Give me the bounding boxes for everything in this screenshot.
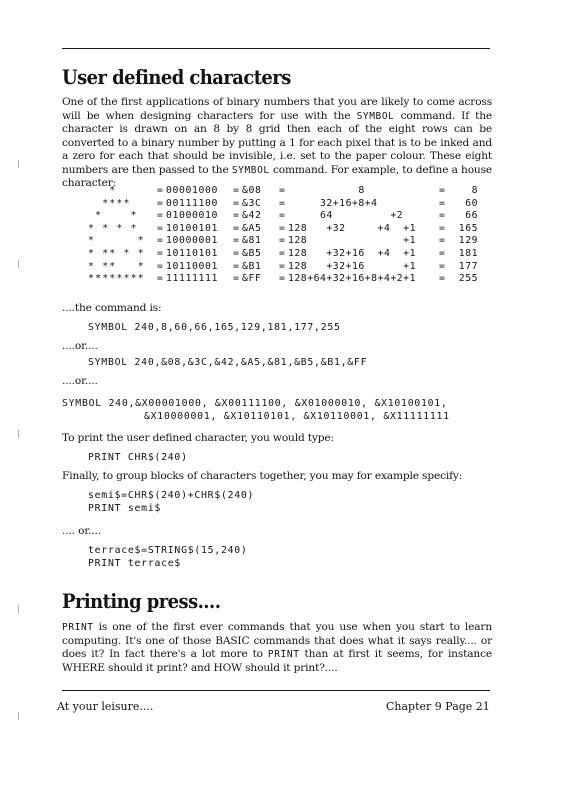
grid-hex-cell: &08 [242, 185, 262, 196]
equals-sign: = [279, 260, 285, 272]
footer-left: At your leisure.... [57, 700, 154, 713]
equals-sign: = [233, 247, 239, 259]
grid-decimal-cell: 177 [458, 260, 478, 272]
intro-text-2: command. If the character is drawn on an 8 by 8 grid then each of the eight rows can be converted to a binary number by putting a 1 for each pixel that is to be inked and a zero for each that should be invisible, i.e. set to the paper colour. These eight numbers are then passed to the [62, 109, 492, 176]
grid-pattern-cell: **** [88, 197, 145, 209]
grid-pattern-cell: * ** * [88, 260, 145, 272]
grid-row [88, 261, 478, 274]
equals-sign: = [279, 273, 285, 285]
grid-binary-cell: 01000010 [166, 210, 218, 222]
grid-hex-cell: &FF [242, 273, 262, 285]
grid-sum-cell: 64 +2 [288, 210, 404, 222]
grid-sum-cell: 128 +32+16 +1 [288, 260, 416, 272]
equals-sign: = [233, 210, 239, 222]
printing-text-1: is one of the first ever commands that you use when you start to learn computing. It's one of those BASIC commands that does what it says really.... or does it? In fact there's a lot more to [62, 621, 492, 660]
grid-row [88, 223, 478, 236]
equals-sign: = [157, 235, 163, 247]
code-symbol-binary-line2: &X10000001, &X10110101, &X10110001, &X11111111 [144, 411, 450, 422]
margin-mark [18, 712, 19, 720]
equals-sign: = [439, 235, 445, 247]
code-symbol-decimal: SYMBOL 240,8,60,66,165,129,181,177,255 [88, 322, 341, 333]
grid-sum-cell: 128 +32 +4 +1 [288, 222, 416, 234]
grid-pattern-cell: * * * * [88, 222, 138, 234]
grid-binary-cell: 00111100 [166, 197, 218, 209]
grid-decimal-cell: 181 [458, 247, 478, 259]
equals-sign: = [157, 222, 163, 234]
intro-text-3: command. For example, to define a house character: [62, 163, 492, 189]
grid-hex-cell: &A5 [242, 222, 262, 234]
grid-hex-cell: &B1 [242, 260, 262, 272]
printing-text-2: than at first it seems, for instance WHERE should it print? and HOW should it print?.... [62, 648, 492, 674]
command-is-label: ....the command is: [62, 302, 162, 314]
equals-sign: = [157, 273, 163, 285]
equals-sign: = [439, 185, 445, 196]
grid-decimal-cell: 165 [458, 222, 478, 234]
finally-text: Finally, to group blocks of characters together, you may for example specify: [62, 470, 463, 482]
equals-sign: = [439, 273, 445, 285]
equals-sign: = [439, 210, 445, 222]
grid-decimal-cell: 60 [465, 197, 478, 209]
heading-printing-press: Printing press.... [62, 590, 221, 613]
grid-hex-cell: &3C [242, 197, 262, 209]
grid-binary-cell: 00001000 [166, 185, 218, 196]
equals-sign: = [233, 222, 239, 234]
grid-sum-cell: 128+64+32+16+8+4+2+1 [288, 273, 416, 285]
equals-sign: = [157, 260, 163, 272]
margin-mark [18, 260, 19, 268]
grid-sum-cell: 32+16+8+4 [288, 197, 378, 209]
grid-binary-cell: 10110101 [166, 247, 218, 259]
code-symbol-binary-line1: SYMBOL 240,&X00001000, &X00111100, &X01000010, &X10100101, [62, 398, 448, 409]
grid-sum-cell: 128 +32+16 +4 +1 [288, 247, 416, 259]
equals-sign: = [439, 247, 445, 259]
grid-decimal-cell: 255 [458, 273, 478, 285]
keyword-print: PRINT [62, 622, 94, 633]
grid-hex-cell: &42 [242, 210, 262, 222]
intro-text-1: One of the first applications of binary numbers that you are likely to come across will be when designing characters for use with the [62, 96, 492, 122]
grid-pattern-cell: * * [88, 235, 145, 247]
equals-sign: = [439, 260, 445, 272]
grid-sum-cell: 8 [288, 185, 365, 196]
equals-sign: = [157, 185, 163, 196]
bottom-rule [62, 690, 490, 691]
grid-pattern-cell: * [88, 185, 145, 196]
grid-row [88, 198, 478, 211]
grid-row [88, 273, 478, 286]
grid-decimal-cell: 66 [465, 210, 478, 222]
equals-sign: = [279, 210, 285, 222]
equals-sign: = [279, 222, 285, 234]
equals-sign: = [279, 247, 285, 259]
equals-sign: = [279, 197, 285, 209]
margin-mark [18, 605, 19, 613]
keyword-symbol: SYMBOL [356, 110, 395, 122]
grid-binary-cell: 10110001 [166, 260, 218, 272]
grid-hex-cell: &81 [242, 235, 262, 247]
equals-sign: = [157, 197, 163, 209]
top-rule [62, 48, 490, 49]
keyword-symbol: SYMBOL [231, 164, 270, 176]
grid-pattern-cell: * * [88, 210, 145, 222]
code-terrace-assign: terrace$=STRING$(15,240) [88, 545, 248, 556]
code-symbol-hex: SYMBOL 240,&08,&3C,&42,&A5,&81,&B5,&B1,&FF [88, 357, 368, 368]
grid-decimal-cell: 8 [471, 185, 478, 196]
code-print-terrace: PRINT terrace$ [88, 558, 182, 569]
equals-sign: = [157, 247, 163, 259]
grid-pattern-cell: ******** [88, 273, 145, 285]
equals-sign: = [157, 210, 163, 222]
equals-sign: = [233, 185, 239, 196]
margin-mark [18, 430, 19, 438]
equals-sign: = [439, 197, 445, 209]
grid-row [88, 248, 478, 261]
print-intro: To print the user defined character, you would type: [62, 432, 334, 444]
equals-sign: = [279, 185, 285, 196]
equals-sign: = [233, 197, 239, 209]
equals-sign: = [233, 260, 239, 272]
grid-row [88, 210, 478, 223]
intro-paragraph [62, 96, 492, 191]
printing-paragraph [62, 621, 492, 675]
or-label: ....or.... [62, 375, 98, 387]
grid-binary-cell: 10100101 [166, 222, 218, 234]
code-print-chr: PRINT CHR$(240) [88, 452, 188, 463]
grid-pattern-cell: * ** * * [88, 247, 145, 259]
grid-row [88, 235, 478, 248]
grid-row [88, 185, 478, 198]
grid-binary-cell: 11111111 [166, 273, 218, 285]
grid-sum-cell: 128 +1 [288, 235, 416, 247]
code-semi-assign: semi$=CHR$(240)+CHR$(240) [88, 490, 255, 501]
equals-sign: = [439, 222, 445, 234]
keyword-print: PRINT [267, 649, 300, 660]
margin-mark [18, 160, 19, 168]
footer-right: Chapter 9 Page 21 [386, 700, 490, 713]
grid-decimal-cell: 129 [458, 235, 478, 247]
code-print-semi: PRINT semi$ [88, 503, 162, 514]
or-label: .... or.... [62, 525, 101, 537]
character-grid-table [88, 185, 478, 286]
equals-sign: = [233, 235, 239, 247]
grid-hex-cell: &B5 [242, 247, 262, 259]
or-label: ....or.... [62, 340, 98, 352]
heading-user-defined-characters: User defined characters [62, 66, 291, 89]
equals-sign: = [279, 235, 285, 247]
grid-binary-cell: 10000001 [166, 235, 218, 247]
equals-sign: = [233, 273, 239, 285]
